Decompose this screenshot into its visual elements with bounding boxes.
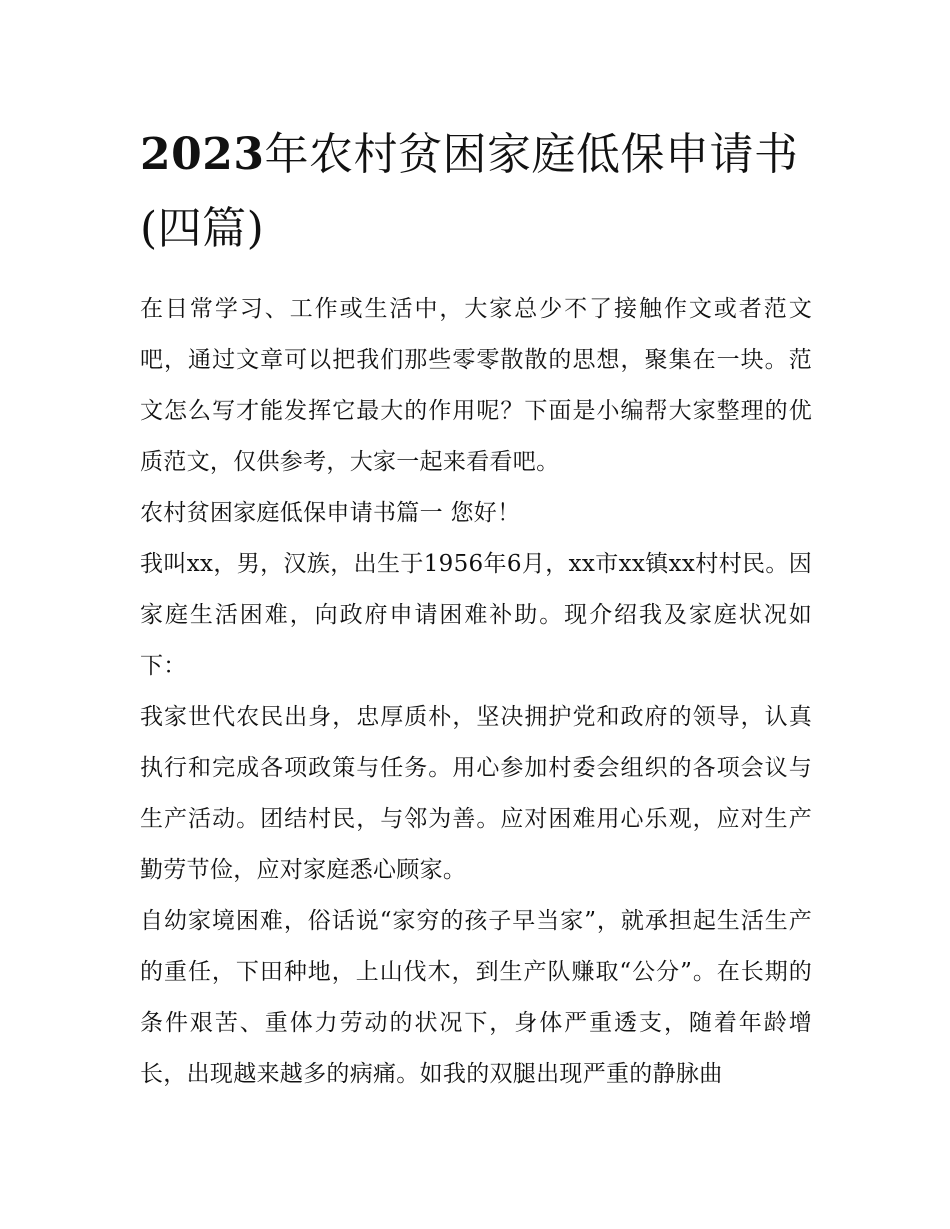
document-body bbox=[140, 118, 812, 1100]
title-text: 年农村贫困家庭低保申请书(四篇) bbox=[140, 129, 799, 254]
family-background-paragraph: 我家世代农民出身，忠厚质朴，坚决拥护党和政府的领导，认真执行和完成各项政策与任务。用心参加村委会组织的各项会议与生产活动。团结村民，与邻为善。应对困难用心乐观，应对生产勤劳节俭，应对家庭悉心顾家。 bbox=[140, 704, 812, 883]
section-heading-greeting: 农村贫困家庭低保申请书篇一 您好！ bbox=[140, 500, 521, 526]
applicant-intro-paragraph: 我叫xx，男，汉族，出生于1956年6月，xx市xx镇xx村村民。因家庭生活困难，向政府申请困难补助。现介绍我及家庭状况如下： bbox=[140, 551, 812, 679]
intro-paragraph: 在日常学习、工作或生活中，大家总少不了接触作文或者范文吧，通过文章可以把我们那些零零散散的思想，聚集在一块。范文怎么写才能发挥它最大的作用呢？下面是小编帮大家整理的优质范文，仅供参考，大家一起来看看吧。 bbox=[140, 296, 812, 475]
hardship-paragraph: 自幼家境困难，俗话说“家穷的孩子早当家”，就承担起生活生产的重任，下田种地，上山伐木，到生产队赚取“公分”。在长期的条件艰苦、重体力劳动的状况下，身体严重透支，随着年龄增长，出现越来越多的病痛。如我的双腿出现严重的静脉曲 bbox=[140, 908, 812, 1087]
title-year: 2023 bbox=[140, 129, 265, 180]
document-title bbox=[140, 118, 812, 266]
